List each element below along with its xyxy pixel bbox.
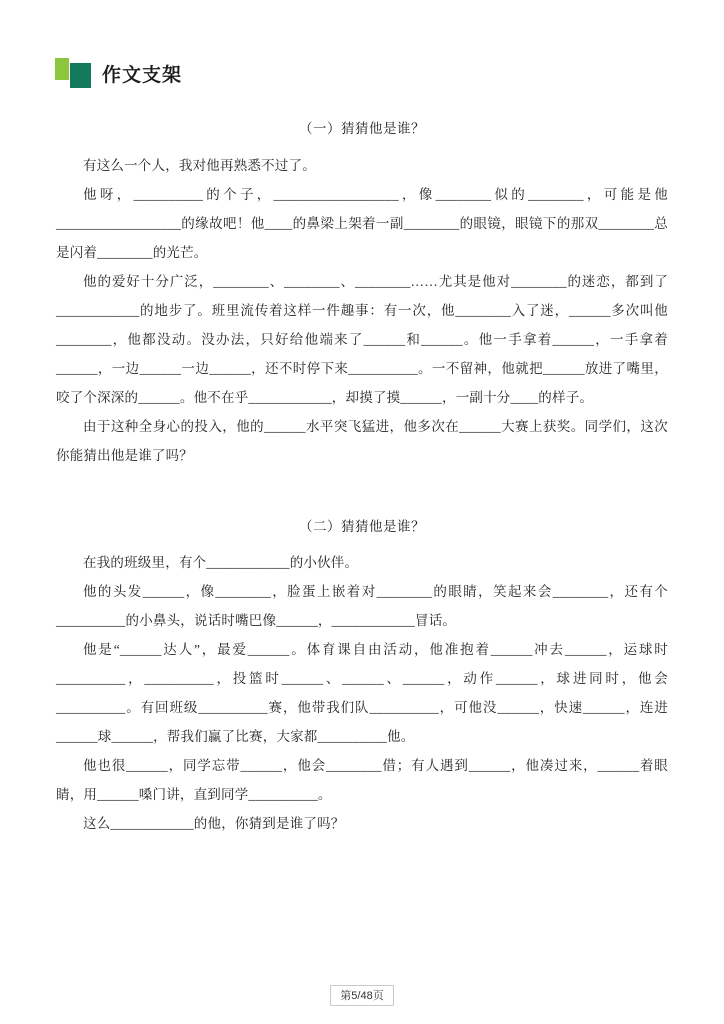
section-one-paragraph-3: 他的爱好十分广泛，________、________、________……尤其是他对________的迷恋，都到了____________的地步了。班里流传着这样一件趣事：有一次，他________入了迷，______多次叫他________，他都没动。没办法，只好给他端来了______和______。他一手拿着______，一手拿着______，一边______一边______，还不时停下来__________。一不留神，他就把______放进了嘴里，咬了个深深的______。他不在乎____________，却摸了摸______，一副十分____的样子。: [56, 273, 668, 405]
logo-square-dark: [70, 63, 91, 88]
two-squares-logo-icon: [55, 58, 93, 88]
logo-square-light: [55, 58, 69, 80]
section-one-paragraph-2: 他呀，__________的个子，__________________，像________似的________，可能是他__________________的缘故吧！他____的鼻梁上架着一副________的眼镜，眼镜下的那双________总是闪着________的光芒。: [56, 186, 668, 260]
section-two-paragraph-1: 在我的班级里，有个____________的小伙伴。: [83, 555, 359, 571]
section-two-paragraph-5: 这么____________的他，你猜到是谁了吗？: [83, 816, 345, 832]
section-one-title: （一）猜猜他是谁？: [299, 121, 425, 136]
brand-title: 作文支架: [102, 64, 183, 86]
section-two-paragraph-4: 他也很______，同学忘带______，他会________借；有人遇到______，他凑过来，______着眼睛，用______嗓门讲，直到同学__________。: [56, 758, 668, 803]
section-divider-space: [56, 470, 668, 516]
brand-header: [55, 58, 182, 88]
section-one-paragraph-1: 有这么一个人，我对他再熟悉不过了。: [83, 157, 316, 173]
page-indicator: 第5/48页: [330, 985, 393, 1006]
section-two-paragraph-3: 他是“______达人”，最爱______。体育课自由活动，他准抱着______冲去______，运球时__________，__________，投篮时______、______、______，动作______，球进同时，他会__________。有回班级__________赛，他带我们队__________，可他没______，快速______，连进______球______，帮我们赢了比赛，大家都__________他。: [56, 642, 668, 745]
section-one-paragraph-4: 由于这种全身心的投入，他的______水平突飞猛进，他多次在______大赛上获奖。同学们，这次你能猜出他是谁了吗？: [56, 418, 668, 463]
document-body: [56, 118, 668, 838]
section-two-title: （二）猜猜他是谁？: [299, 518, 425, 534]
page-footer: [0, 985, 724, 1006]
section-two-paragraph-2: 他的头发______，像________，脸蛋上嵌着对________的眼睛，笑起来会________，还有个__________的小鼻头，说话时嘴巴像______，____________冒话。: [56, 584, 668, 629]
